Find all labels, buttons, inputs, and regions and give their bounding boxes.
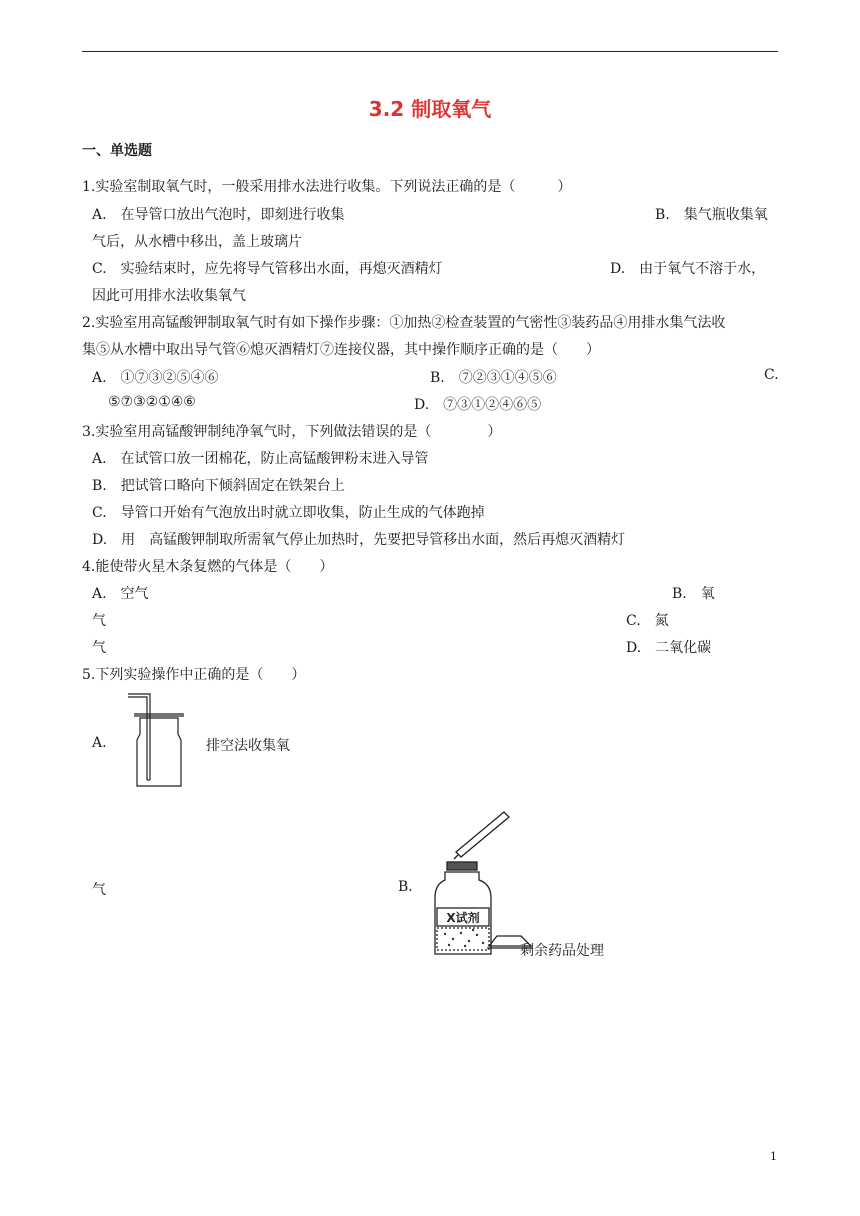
q2-option-b[interactable]: B. ⑦②③①④⑤⑥	[430, 370, 557, 386]
x-reagent-label: X试剂	[446, 911, 480, 925]
q4-option-a[interactable]: A. 空气	[92, 586, 149, 602]
q4-option-b[interactable]: B. 氧	[672, 586, 715, 602]
q5-option-a-caption: 排空法收集氧	[206, 738, 290, 754]
q2-option-c[interactable]: C.	[764, 367, 779, 383]
q2-stem-line2: 集⑤从水槽中取出导气管⑥熄灭酒精灯⑦连接仪器，其中操作顺序正确的是（ ）	[82, 342, 600, 358]
gas-collection-bottle-figure	[120, 690, 190, 790]
q5-option-b-caption: 剩余药品处理	[520, 943, 604, 959]
page-title: 3.2 制取氧气	[368, 97, 492, 121]
q3-option-d[interactable]: D. 用 高锰酸钾制取所需氧气停止加热时，先要把导管移出水面，然后再熄灭酒精灯	[92, 532, 626, 548]
q4-option-c[interactable]: C. 氮	[626, 613, 669, 629]
section-heading: 一、单选题	[82, 143, 152, 159]
q3-option-b[interactable]: B. 把试管口略向下倾斜固定在铁架台上	[92, 478, 345, 494]
q4-option-b-cont: 气	[92, 613, 106, 629]
q1-option-d-cont: 因此可用排水法收集氧气	[92, 288, 246, 304]
q2-option-c-cont: ⑤⑦③②①④⑥	[108, 394, 196, 410]
q1-stem: 1.实验室制取氧气时，一般采用排水法进行收集。下列说法正确的是（ ）	[82, 179, 572, 195]
q5-option-b[interactable]: B.	[398, 879, 413, 895]
reagent-bottle-figure	[425, 808, 535, 958]
q1-option-b-cont: 气后，从水槽中移出，盖上玻璃片	[92, 234, 302, 250]
q2-option-d[interactable]: D. ⑦③①②④⑥⑤	[414, 397, 542, 413]
q3-stem: 3.实验室用高锰酸钾制纯净氧气时，下列做法错误的是（ ）	[82, 424, 502, 440]
q4-stem: 4.能使带火星木条复燃的气体是（ ）	[82, 559, 334, 575]
q2-stem-line1: 2.实验室用高锰酸钾制取氧气时有如下操作步骤：①加热②检查装置的气密性③装药品④用排水集气法收	[82, 315, 726, 331]
q4-option-d[interactable]: D. 二氧化碳	[626, 640, 712, 656]
q2-option-a[interactable]: A. ①⑦③②⑤④⑥	[92, 370, 219, 386]
q3-option-a[interactable]: A. 在试管口放一团棉花，防止高锰酸钾粉末进入导管	[92, 451, 429, 467]
page-number: 1	[770, 1150, 777, 1163]
q1-option-c[interactable]: C. 实验结束时，应先将导气管移出水面，再熄灭酒精灯	[92, 261, 443, 277]
q3-option-c[interactable]: C. 导管口开始有气泡放出时就立即收集，防止生成的气体跑掉	[92, 505, 485, 521]
q4-option-c-cont: 气	[92, 640, 106, 656]
q5-stem: 5.下列实验操作中正确的是（ ）	[82, 667, 306, 683]
q1-option-b[interactable]: B. 集气瓶收集氧	[655, 207, 768, 223]
q1-option-d[interactable]: D. 由于氧气不溶于水，	[610, 261, 766, 277]
q5-option-a[interactable]: A.	[92, 735, 107, 751]
q1-option-a[interactable]: A. 在导管口放出气泡时，即刻进行收集	[92, 207, 345, 223]
q5-option-a-cont: 气	[92, 882, 106, 898]
header-rule	[82, 51, 778, 52]
